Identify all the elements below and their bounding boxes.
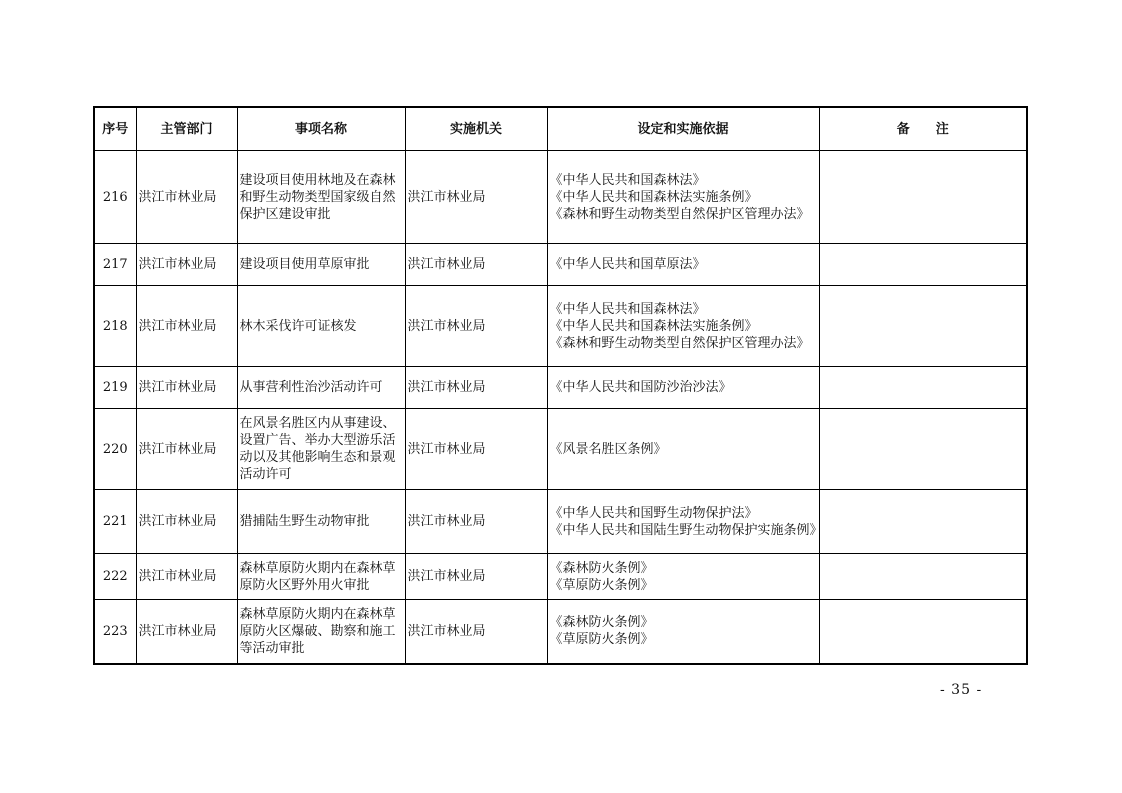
cell-agency: 洪江市林业局 (405, 367, 547, 409)
table-row (94, 367, 1027, 409)
cell-agency: 洪江市林业局 (405, 244, 547, 286)
table-row (94, 151, 1027, 244)
cell-department: 洪江市林业局 (136, 409, 237, 490)
cell-legal-basis (547, 554, 819, 600)
table-row (94, 554, 1027, 600)
cell-remarks (819, 554, 1027, 600)
table-header-row (94, 107, 1027, 151)
cell-serial-number: 217 (94, 244, 136, 286)
table-row (94, 600, 1027, 664)
basis-line: 《森林和野生动物类型自然保护区管理办法》 (549, 206, 810, 222)
cell-remarks (819, 244, 1027, 286)
basis-line: 《中华人民共和国草原法》 (549, 257, 706, 272)
basis-line: 《中华人民共和国森林法》 (549, 172, 706, 188)
cell-department: 洪江市林业局 (136, 490, 237, 554)
cell-agency: 洪江市林业局 (405, 554, 547, 600)
basis-line: 《中华人民共和国防沙治沙法》 (549, 380, 732, 395)
header-serial-number: 序号 (94, 107, 136, 151)
cell-remarks (819, 600, 1027, 664)
cell-department: 洪江市林业局 (136, 367, 237, 409)
cell-agency: 洪江市林业局 (405, 151, 547, 244)
cell-serial-number: 216 (94, 151, 136, 244)
cell-legal-basis (547, 600, 819, 664)
header-item-name: 事项名称 (237, 107, 405, 151)
basis-line: 《中华人民共和国森林法》 (549, 301, 706, 317)
basis-line: 《草原防火条例》 (549, 632, 654, 648)
cell-remarks (819, 409, 1027, 490)
basis-line: 《中华人民共和国陆生野生动物保护实施条例》 (549, 522, 823, 538)
cell-legal-basis (547, 286, 819, 367)
cell-agency: 洪江市林业局 (405, 490, 547, 554)
cell-department: 洪江市林业局 (136, 554, 237, 600)
basis-line: 《中华人民共和国森林法实施条例》 (549, 318, 758, 334)
cell-serial-number: 221 (94, 490, 136, 554)
basis-line: 《风景名胜区条例》 (549, 441, 667, 457)
cell-legal-basis (547, 151, 819, 244)
basis-line: 《森林防火条例》 (549, 615, 654, 631)
cell-department: 洪江市林业局 (136, 286, 237, 367)
cell-serial-number: 223 (94, 600, 136, 664)
cell-serial-number: 218 (94, 286, 136, 367)
table-row (94, 286, 1027, 367)
cell-item-name: 建设项目使用林地及在森林和野生动物类型国家级自然保护区建设审批 (237, 151, 405, 244)
cell-item-name: 在风景名胜区内从事建设、设置广告、举办大型游乐活动以及其他影响生态和景观活动许可 (237, 409, 405, 490)
basis-line: 《森林和野生动物类型自然保护区管理办法》 (549, 335, 810, 351)
cell-remarks (819, 367, 1027, 409)
cell-agency: 洪江市林业局 (405, 600, 547, 664)
page-number: - 35 - (940, 682, 983, 698)
basis-line: 《森林防火条例》 (549, 560, 654, 576)
cell-serial-number: 219 (94, 367, 136, 409)
basis-line: 《中华人民共和国森林法实施条例》 (549, 189, 758, 205)
cell-remarks (819, 490, 1027, 554)
header-legal-basis: 设定和实施依据 (547, 107, 819, 151)
cell-item-name: 森林草原防火期内在森林草原防火区野外用火审批 (237, 554, 405, 600)
cell-remarks (819, 151, 1027, 244)
cell-legal-basis (547, 244, 819, 286)
cell-department: 洪江市林业局 (136, 151, 237, 244)
cell-agency: 洪江市林业局 (405, 409, 547, 490)
basis-line: 《中华人民共和国野生动物保护法》 (549, 505, 758, 521)
header-remarks-char-2: 注 (935, 121, 949, 137)
cell-serial-number: 222 (94, 554, 136, 600)
cell-item-name: 森林草原防火期内在森林草原防火区爆破、勘察和施工等活动审批 (237, 600, 405, 664)
cell-legal-basis (547, 367, 819, 409)
approval-items-table (93, 106, 1028, 665)
basis-line: 《草原防火条例》 (549, 577, 654, 593)
cell-agency: 洪江市林业局 (405, 286, 547, 367)
cell-item-name: 建设项目使用草原审批 (237, 244, 405, 286)
cell-item-name: 猎捕陆生野生动物审批 (237, 490, 405, 554)
table-row (94, 409, 1027, 490)
header-department: 主管部门 (136, 107, 237, 151)
header-agency: 实施机关 (405, 107, 547, 151)
cell-legal-basis (547, 409, 819, 490)
table-row (94, 490, 1027, 554)
cell-item-name: 林木采伐许可证核发 (237, 286, 405, 367)
cell-department: 洪江市林业局 (136, 244, 237, 286)
cell-item-name: 从事营利性治沙活动许可 (237, 367, 405, 409)
cell-serial-number: 220 (94, 409, 136, 490)
cell-remarks (819, 286, 1027, 367)
table-row (94, 244, 1027, 286)
cell-legal-basis (547, 490, 823, 554)
header-remarks (819, 107, 1027, 151)
header-remarks-char-1: 备 (896, 121, 910, 137)
cell-department: 洪江市林业局 (136, 600, 237, 664)
